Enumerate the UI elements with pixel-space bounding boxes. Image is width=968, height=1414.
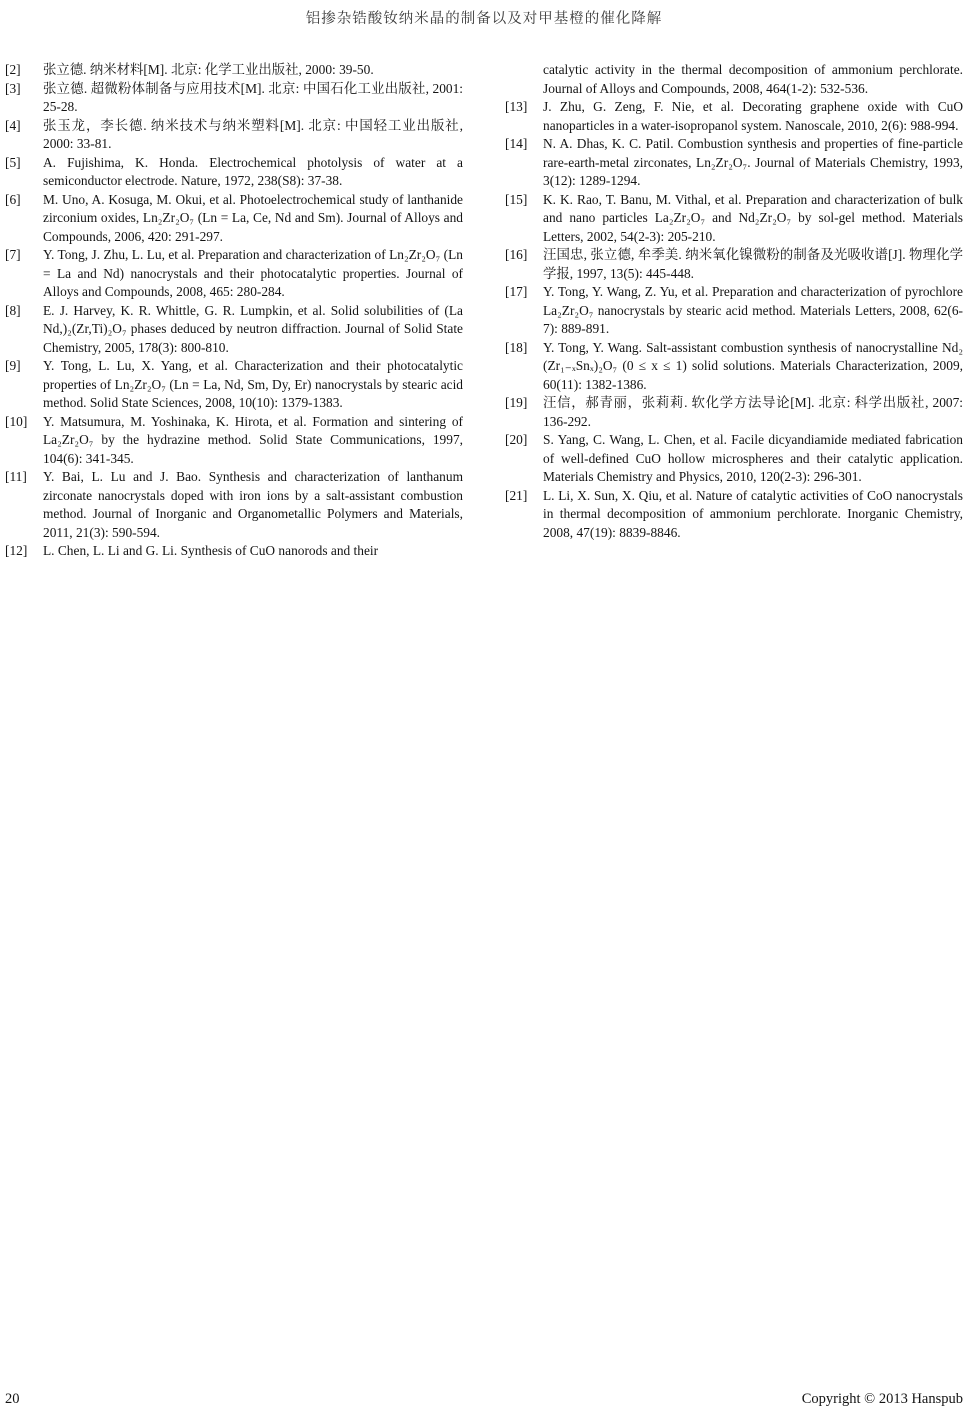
reference-item	[5, 80, 463, 117]
page-footer	[5, 1391, 963, 1408]
reference-label: [7]	[5, 247, 21, 262]
reference-text: L. Chen, L. Li and G. Li. Synthesis of CuO nanorods and their	[43, 543, 379, 558]
copyright-notice: Copyright © 2013 Hanspub	[801, 1391, 963, 1407]
reference-text: K. K. Rao, T. Banu, M. Vithal, et al. Preparation and characterization of bulk and nano particles La₂Zr₂O₇ and Nd₂Zr₂O₇ by sol-gel method. Materials Letters, 2002, 54(2-3): 205-210.	[543, 191, 963, 244]
references-left	[5, 61, 463, 561]
reference-item	[5, 413, 463, 469]
reference-item	[505, 339, 963, 395]
reference-label: [5]	[5, 154, 21, 170]
reference-item	[5, 246, 463, 302]
reference-item	[505, 431, 963, 487]
reference-item	[505, 135, 963, 191]
reference-label: [18]	[505, 339, 528, 355]
reference-text: 汪信，郝青丽，张莉莉. 软化学方法导论[M]. 北京: 科学出版社, 2007: 136-292.	[543, 395, 963, 429]
reference-label: [21]	[505, 487, 528, 503]
reference-label: [15]	[505, 191, 528, 207]
reference-label: [12]	[5, 543, 28, 558]
references-section	[0, 61, 968, 561]
reference-text: J. Zhu, G. Zeng, F. Nie, et al. Decorating graphene oxide with CuO nanoparticles in a water-isopropanol system. Nanoscale, 2010, 2(6): 988-994.	[543, 99, 963, 133]
reference-item	[505, 61, 963, 98]
reference-item	[505, 283, 963, 339]
reference-label: [19]	[505, 395, 528, 410]
reference-label: [9]	[5, 358, 21, 373]
reference-label: [2]	[5, 62, 21, 77]
reference-item	[5, 468, 463, 542]
paper-title: 铝掺杂锆酸钕纳米晶的制备以及对甲基橙的催化降解	[305, 11, 663, 27]
reference-item	[505, 98, 963, 135]
reference-item	[5, 302, 463, 358]
reference-text: S. Yang, C. Wang, L. Chen, et al. Facile dicyandiamide mediated fabrication of well-defined CuO hollow microspheres and their catalytic application. Materials Chemistry and Physics, 2010, 120(2-3): 296-301.	[543, 432, 963, 484]
reference-item	[5, 154, 463, 191]
reference-text: L. Li, X. Sun, X. Qiu, et al. Nature of catalytic activities of CoO nanocrystals in thermal decomposition of ammonium perchlorate. Inorganic Chemistry, 2008, 47(19): 8839-8846.	[543, 487, 963, 540]
reference-item	[5, 61, 463, 80]
reference-item	[505, 191, 963, 247]
reference-text: Y. Tong, L. Lu, X. Yang, et al. Characterization and their photocatalytic properties of Ln₂Zr₂O₇ (Ln = La, Nd, Sm, Dy, Er) nanocrystals by stearic acid method. Solid State Sciences, 2008, 10(10): 1379-1383.	[43, 358, 463, 410]
reference-text: Y. Bai, L. Lu and J. Bao. Synthesis and characterization of lanthanum zirconate nanocrystals doped with iron ions by a salt-assistant combustion method. Journal of Inorganic and Organometallic Polymers and Materials, 2011, 21(3): 590-594.	[43, 469, 463, 540]
reference-text: 张立德. 纳米材料[M]. 北京: 化学工业出版社, 2000: 39-50.	[43, 62, 374, 77]
reference-item	[505, 246, 963, 283]
reference-label: [13]	[505, 99, 528, 114]
reference-text: 汪国忠, 张立德, 牟季美. 纳米氧化镍微粉的制备及光吸收谱[J]. 物理化学学报, 1997, 13(5): 445-448.	[543, 247, 963, 281]
reference-item	[5, 357, 463, 413]
reference-label: [14]	[505, 136, 528, 151]
reference-item	[5, 191, 463, 247]
page-number: 20	[5, 1391, 20, 1407]
reference-label: [11]	[5, 469, 27, 484]
reference-text: Y. Tong, J. Zhu, L. Lu, et al. Preparation and characterization of Ln₂Zr₂O₇ (Ln = La and Nd) nanocrystals and their photocatalytic properties. Journal of Alloys and Compounds, 2008, 465: 280-284.	[43, 247, 463, 299]
reference-text: Y. Tong, Y. Wang, Z. Yu, et al. Preparation and characterization of pyrochlore La₂Zr₂O₇ nanocrystals by stearic acid method. Materials Letters, 2008, 62(6-7): 889-891.	[543, 284, 963, 336]
reference-label: [10]	[5, 413, 28, 429]
reference-text: M. Uno, A. Kosuga, M. Okui, et al. Photoelectrochemical study of lanthanide zirconium oxides, Ln₂Zr₂O₇ (Ln = La, Ce, Nd and Sm). Journal of Alloys and Compounds, 2006, 420: 291-297.	[43, 191, 463, 244]
reference-text: catalytic activity in the thermal decomposition of ammonium perchlorate. Journal of Alloys and Compounds, 2008, 464(1-2): 532-536.	[543, 62, 963, 96]
reference-item	[5, 117, 463, 154]
reference-text: E. J. Harvey, K. R. Whittle, G. R. Lumpkin, et al. Solid solubilities of (La Nd,)₂(Zr,Ti)₂O₇ phases deduced by neutron diffraction. Journal of Solid State Chemistry, 2005, 178(3): 800-810.	[43, 302, 463, 355]
reference-label: [20]	[505, 432, 528, 447]
reference-text: 张立德. 超微粉体制备与应用技术[M]. 北京: 中国石化工业出版社, 2001: 25-28.	[43, 80, 463, 114]
reference-item	[505, 394, 963, 431]
reference-text: Y. Matsumura, M. Yoshinaka, K. Hirota, et al. Formation and sintering of La₂Zr₂O₇ by the hydrazine method. Solid State Communications, 1997, 104(6): 341-345.	[43, 413, 463, 466]
reference-label: [8]	[5, 302, 21, 318]
reference-label: [16]	[505, 247, 528, 262]
references-right	[505, 61, 963, 561]
reference-label: [4]	[5, 117, 21, 133]
reference-text: 张玉龙，李长德. 纳米技术与纳米塑料[M]. 北京: 中国轻工业出版社, 2000: 33-81.	[43, 117, 463, 151]
reference-label: [17]	[505, 284, 528, 299]
reference-item	[5, 542, 463, 561]
reference-text: Y. Tong, Y. Wang. Salt-assistant combustion synthesis of nanocrystalline Nd₂ (Zr₁₋ₓSnₓ)₂O₇ (0 ≤ x ≤ 1) solid solutions. Materials Characterization, 2009, 60(11): 1382-1386.	[543, 339, 963, 392]
reference-item	[505, 487, 963, 543]
reference-text: A. Fujishima, K. Honda. Electrochemical photolysis of water at a semiconductor electrode. Nature, 1972, 238(S8): 37-38.	[43, 154, 463, 188]
reference-label: [3]	[5, 80, 21, 96]
reference-label: [6]	[5, 191, 21, 207]
reference-text: N. A. Dhas, K. C. Patil. Combustion synthesis and properties of fine-particle rare-earth-metal zirconates, Ln₂Zr₂O₇. Journal of Materials Chemistry, 1993, 3(12): 1289-1294.	[543, 136, 963, 188]
